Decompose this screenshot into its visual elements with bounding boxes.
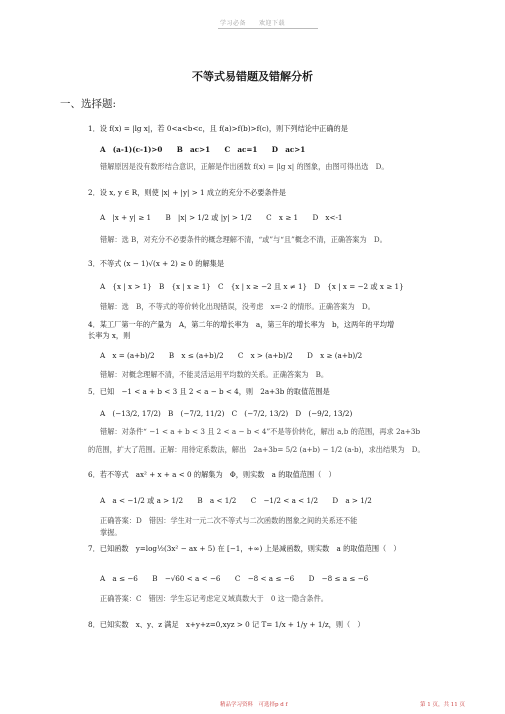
q1-stem: 1．设 f(x) = |lg x|，若 0<a<b<c，且 f(a)>f(b)>f(c)，则下列结论中正确的是 <box>88 124 348 133</box>
q7-stem: 7．已知函数 y=log½(3x² − ax + 5) 在 [−1，+∞) 上是减函数，则实数 a 的取值范围（ ） <box>88 544 401 553</box>
q4-stem-1: 4．某工厂第一年的产量为 A，第二年的增长率为 a，第三年的增长率为 b，这两年的平均增 <box>88 320 395 329</box>
footer-left: 精品学习资料 可选择p d f <box>220 702 288 708</box>
q3-options: A {x | x > 1} B {x | x ≥ 1} C {x | x ≥ −2 且 x ≠ 1} D {x | x = −2 或 x ≥ 1} <box>100 282 404 291</box>
q6-analysis-2: 掌握。 <box>100 528 122 537</box>
q2-options: A |x + y| ≥ 1 B |x| > 1/2 或 |y| > 1/2 C x ≥ 1 D x<-1 <box>100 213 343 222</box>
q3-analysis: 错解：选 B，不等式的等价转化出现错误，没考虑 x=-2 的情形。正确答案为 D。 <box>100 302 375 311</box>
header-rule <box>218 28 318 29</box>
q1-analysis: 错解原因是没有数形结合意识，正解是作出函数 f(x) = |lg x| 的图象，由图可得出选 D。 <box>100 162 389 171</box>
section-heading: 一、选择题: <box>60 98 117 110</box>
q5-analysis-1: 错解：对条件“ −1 < a + b < 3 且 2 < a − b < 4”不是等价转化，解出 a,b 的范围，再求 2a+3b <box>100 427 421 436</box>
q8-stem: 8．已知实数 x、y、z 满足 x+y+z=0,xyz > 0 记 T= 1/x + 1/y + 1/z，则（ ） <box>88 620 365 629</box>
q4-stem-2: 长率为 x，则 <box>88 331 131 340</box>
q6-analysis-1: 正确答案：D 错因：学生对一元二次不等式与二次函数的图象之间的关系还不能 <box>100 516 358 525</box>
q2-stem: 2．设 x, y ∈ R，则使 |x| + |y| > 1 成立的充分不必要条件是 <box>88 188 286 197</box>
q7-analysis: 正确答案：C 错因：学生忘记考虑定义域真数大于 0 这一隐含条件。 <box>100 594 328 603</box>
q4-options: A x = (a+b)/2 B x ≤ (a+b)/2 C x > (a+b)/2 D x ≥ (a+b)/2 <box>100 351 363 360</box>
footer-right: 第 1 页，共 11 页 <box>420 702 465 708</box>
q2-analysis: 错解：选 B，对充分不必要条件的概念理解不清，“或”与“且”概念不清，正确答案为 D。 <box>100 235 387 244</box>
page-title: 不等式易错题及错解分析 <box>192 70 313 83</box>
q7-options: A a ≤ −6 B −√60 < a < −6 C −8 < a ≤ −6 D −8 ≤ a ≤ −6 <box>100 574 369 583</box>
q5-options: A (−13/2, 17/2) B (−7/2, 11/2) C (−7/2, 13/2) D (−9/2, 13/2) <box>100 409 353 418</box>
q6-options: A a < −1/2 或 a > 1/2 B a < 1/2 C −1/2 < a < 1/2 D a > 1/2 <box>100 496 372 505</box>
q5-analysis-2: 的范围，扩大了范围。正解：用待定系数法，解出 2a+3b= 5/2 (a+b) − 1/2 (a-b)，求出结果为 D。 <box>88 445 425 454</box>
q4-analysis: 错解：对概念理解不清，不能灵活运用平均数的关系。正确答案为 B。 <box>100 370 329 379</box>
q6-stem: 6．若不等式 ax² + x + a < 0 的解集为 Φ，则实数 a 的取值范围（ ） <box>88 470 336 479</box>
q3-stem: 3．不等式 (x − 1)√(x + 2) ≥ 0 的解集是 <box>88 259 225 268</box>
q1-options: A (a-1)(c-1)>0 B ac>1 C ac=1 D ac>1 <box>100 145 306 154</box>
q5-stem: 5．已知 −1 < a + b < 3 且 2 < a − b < 4，则 2a+3b 的取值范围是 <box>88 387 330 396</box>
page-header: 学习必备 欢迎下载 <box>219 20 285 27</box>
